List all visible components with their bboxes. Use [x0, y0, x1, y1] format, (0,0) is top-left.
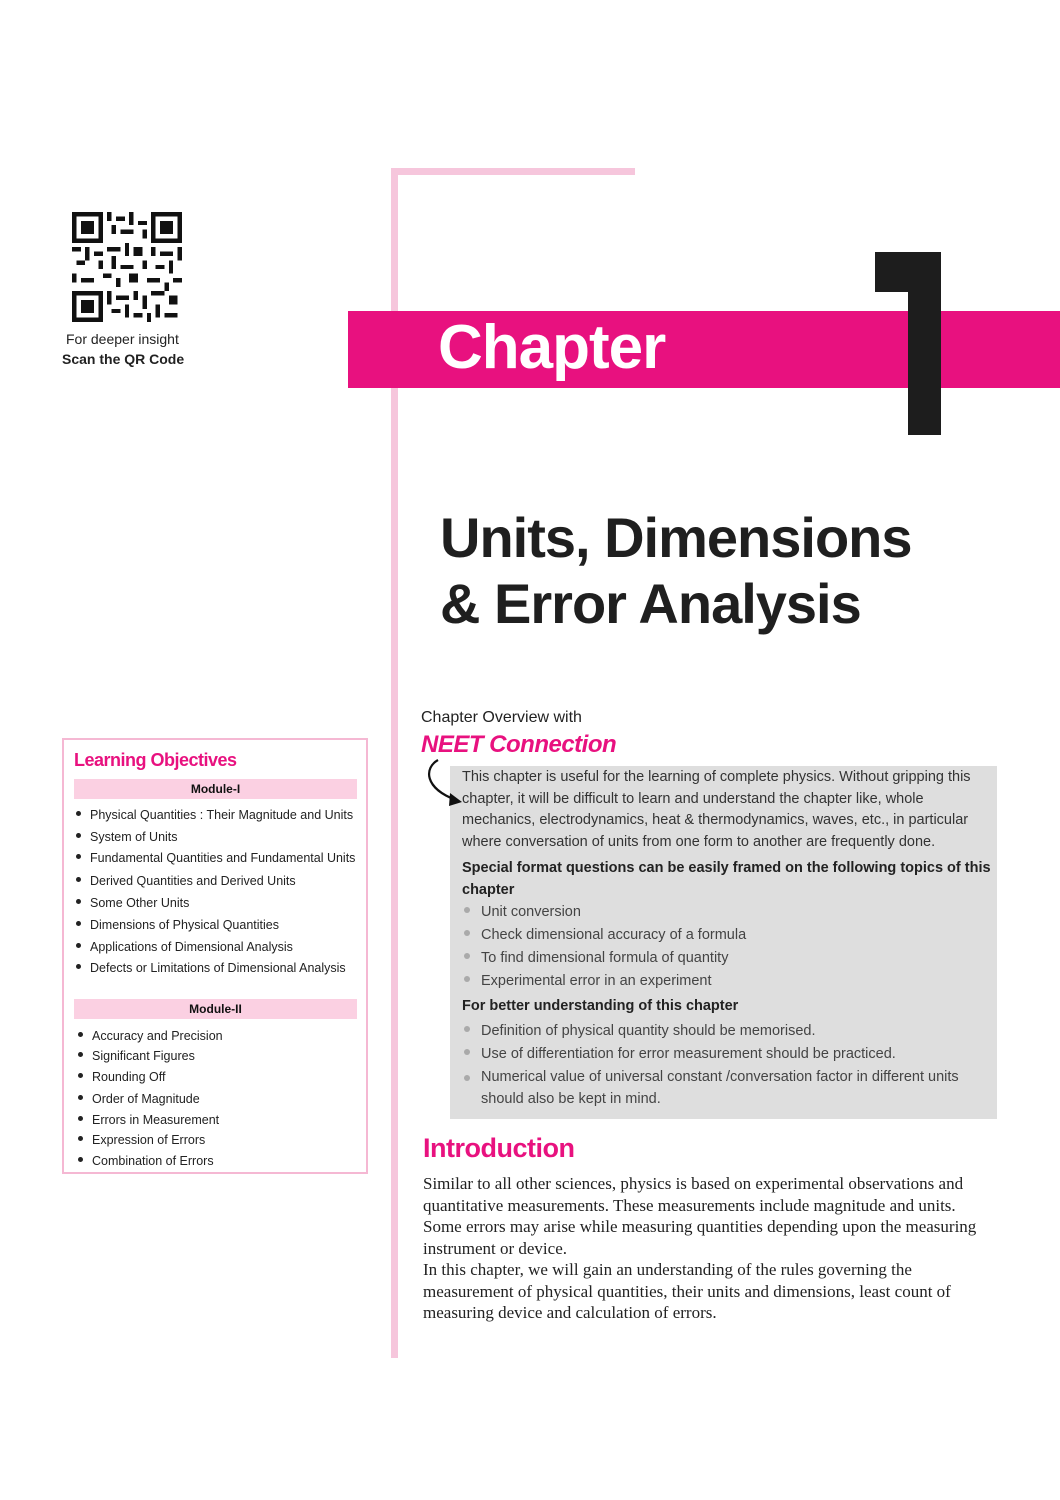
introduction-paragraph-1: Similar to all other sciences, physics is based on experimental observations and quantitative measurements. These measurements include magnitude and units. Some errors may arise while measuring quantities depending upon the measuring instrument or device. [423, 1174, 977, 1258]
introduction-paragraph-2: In this chapter, we will gain an understanding of the rules governing the measurement of physical quantities, their units and dimensions, least count of measuring device and calculation of errors. [423, 1260, 951, 1322]
special-format-heading: Special format questions can be easily framed on the following topics of this chapter [462, 860, 991, 898]
list-item: Errors in Measurement [78, 1113, 219, 1127]
qr-code-icon [72, 212, 182, 322]
learning-objectives-title: Learning Objectives [74, 750, 237, 770]
list-item: Some Other Units [76, 896, 189, 910]
introduction-body [423, 1173, 998, 1324]
list-item: Use of differentiation for error measurement should be practiced. [464, 1044, 974, 1066]
list-item: Numerical value of universal constant /conversation factor in different units should also be kept in mind. [464, 1067, 974, 1110]
introduction-heading: Introduction [423, 1133, 575, 1163]
list-item: Check dimensional accuracy of a formula [464, 925, 974, 947]
chapter-number [875, 252, 941, 435]
chapter-title-line1: Units, Dimensions [440, 506, 912, 569]
list-item: Rounding Off [78, 1070, 165, 1084]
qr-instruction: Scan the QR Code [62, 351, 185, 367]
list-item: Fundamental Quantities and Fundamental Units [76, 851, 355, 865]
list-item: Accuracy and Precision [78, 1029, 223, 1043]
list-item: Definition of physical quantity should be memorised. [464, 1021, 974, 1043]
pink-top-tab [391, 168, 635, 175]
module-2-label: Module-II [74, 999, 357, 1019]
list-item: Defects or Limitations of Dimensional Analysis [76, 961, 346, 975]
list-item: Experimental error in an experiment [464, 971, 974, 993]
list-item: System of Units [76, 830, 178, 844]
list-item: Combination of Errors [78, 1154, 214, 1168]
list-item: Physical Quantities : Their Magnitude and Units [76, 808, 353, 822]
qr-caption: For deeper insight [66, 331, 179, 347]
module-1-label: Module-I [74, 779, 357, 799]
better-understanding-heading: For better understanding of this chapter [462, 998, 739, 1014]
neet-connection-heading: NEET Connection [421, 731, 617, 758]
list-item: Unit conversion [464, 902, 974, 924]
list-item: Derived Quantities and Derived Units [76, 874, 296, 888]
chapter-title [440, 505, 912, 637]
chapter-title-line2: & Error Analysis [440, 572, 861, 635]
list-item: To find dimensional formula of quantity [464, 948, 974, 970]
learning-objectives-box [62, 738, 368, 1174]
list-item: Expression of Errors [78, 1133, 205, 1147]
list-item: Dimensions of Physical Quantities [76, 918, 279, 932]
list-item: Significant Figures [78, 1049, 195, 1063]
list-item: Order of Magnitude [78, 1092, 200, 1106]
chapter-label: Chapter [438, 313, 666, 382]
list-item: Applications of Dimensional Analysis [76, 940, 293, 954]
overview-paragraph: This chapter is useful for the learning of complete physics. Without gripping this chapter, it will be difficult to learn and understand the chapter like, whole mechanics, electrodynamics, heat & thermodynamics, waves, etc., in particular where conversation of units from one form to another are frequently done. [462, 769, 971, 850]
overview-heading: Chapter Overview with [421, 709, 582, 726]
